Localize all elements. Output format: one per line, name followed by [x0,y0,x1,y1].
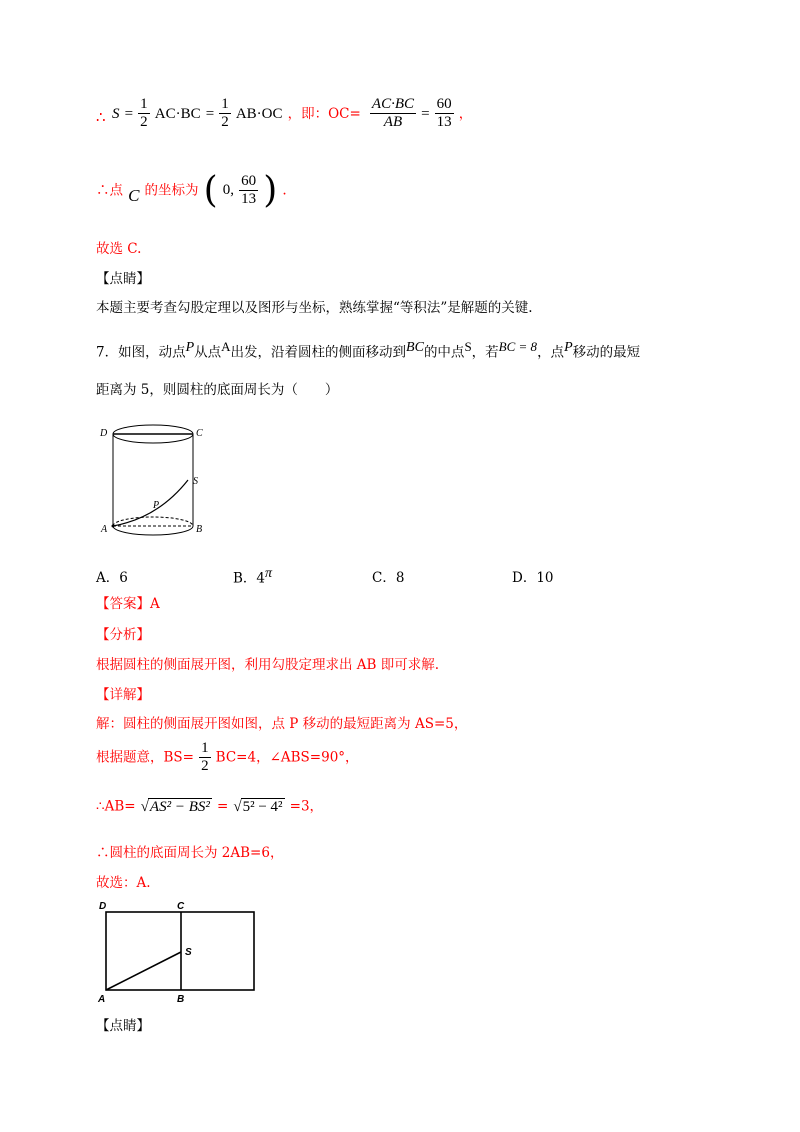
fraction-oc: $\frac{AC\cdot BC}{AB}$ [371,96,415,130]
dianjing-text: 本题主要考查勾股定理以及图形与坐标，熟练掌握“等积法”是解题的关键. [96,300,533,316]
dianjing-label: 【点睛】 [96,271,150,287]
fraction-half-2: $\frac{1}{2}$ [221,96,229,130]
question-line-2: 距离为 5，则圆柱的底面周长为（ ） [96,382,339,398]
sqrt-as-bs: AS² − BS² [149,798,210,815]
option-d[interactable]: D．10 [512,570,554,586]
option-a[interactable]: A．6 [96,570,128,586]
label-S: S [193,476,198,487]
detail-line-4: ∴圆柱的底面周长为 2AB=6， [96,845,284,861]
fraction-half-bs: $\frac{1}{2}$ [201,740,209,774]
unfolded-figure [96,897,260,1005]
rect-label-D: D [99,901,107,912]
option-b[interactable]: B．$4^\pi$ [233,566,273,587]
answer-line: 【答案】A [96,596,160,612]
label-P: P [153,500,160,511]
formula-coordinate: ∴点 C 的坐标为 ( 0, $\frac{60}{13}$ ) . [96,170,287,211]
question-line-1: 7．如图，动点$^P$从点$^A$出发，沿着圆柱的侧面移动到$^{BC}$的中点$^S$，若$^{BC = 8}$，点$^P$移动的最短 [96,339,641,361]
fraction-60-13-coord: $\frac{60}{13}$ [241,173,257,207]
line-as [106,952,181,990]
rect-label-B: B [177,994,185,1005]
fraction-half: $\frac{1}{2}$ [140,96,148,130]
formula-area-equation [96,97,106,143]
rect-label-C: C [177,901,185,912]
analysis-label: 【分析】 [96,627,150,643]
detail-line-1: 解：圆柱的侧面展开图如图，点 P 移动的最短距离为 AS=5， [96,716,468,732]
label-D: D [100,428,108,439]
cylinder-bottom-back [113,517,193,526]
analysis-text: 根据圆柱的侧面展开图，利用勾股定理求出 AB 即可求解. [96,657,440,673]
rect-label-A: A [98,994,106,1005]
label-C: C [196,428,203,439]
detail-line-5: 故选：A. [96,875,151,891]
point-a-dot [112,525,115,528]
cylinder-figure [98,420,218,542]
therefore-symbol: ∴ [96,110,106,126]
label-B: B [196,524,203,535]
detail-label: 【详解】 [96,687,150,703]
fraction-60-13: $\frac{60}{13}$ [436,96,452,130]
detail-line-2: 根据题意，BS= $\frac{1}{2}$ BC=4，∠ABS=90°， [96,740,359,774]
option-c[interactable]: C．8 [372,570,405,586]
final-dianjing-label: 【点睛】 [96,1018,150,1034]
detail-line-3: ∴AB= √AS² − BS² = √5² − 4² =3， [96,798,324,815]
prev-answer: 故选 C. [96,241,142,257]
sqrt-5-4: 5² − 4² [242,798,283,815]
formula-area-main: S = $\frac{1}{2}$ AC·BC = $\frac{1}{2}$ AB·OC ，即：OC= $\frac{AC\cdot BC}{AB}$ = $\frac{60}{13}$ ， [112,96,473,130]
label-A: A [101,524,108,535]
cylinder-bottom-front [113,526,193,535]
rect-label-S: S [185,947,192,958]
